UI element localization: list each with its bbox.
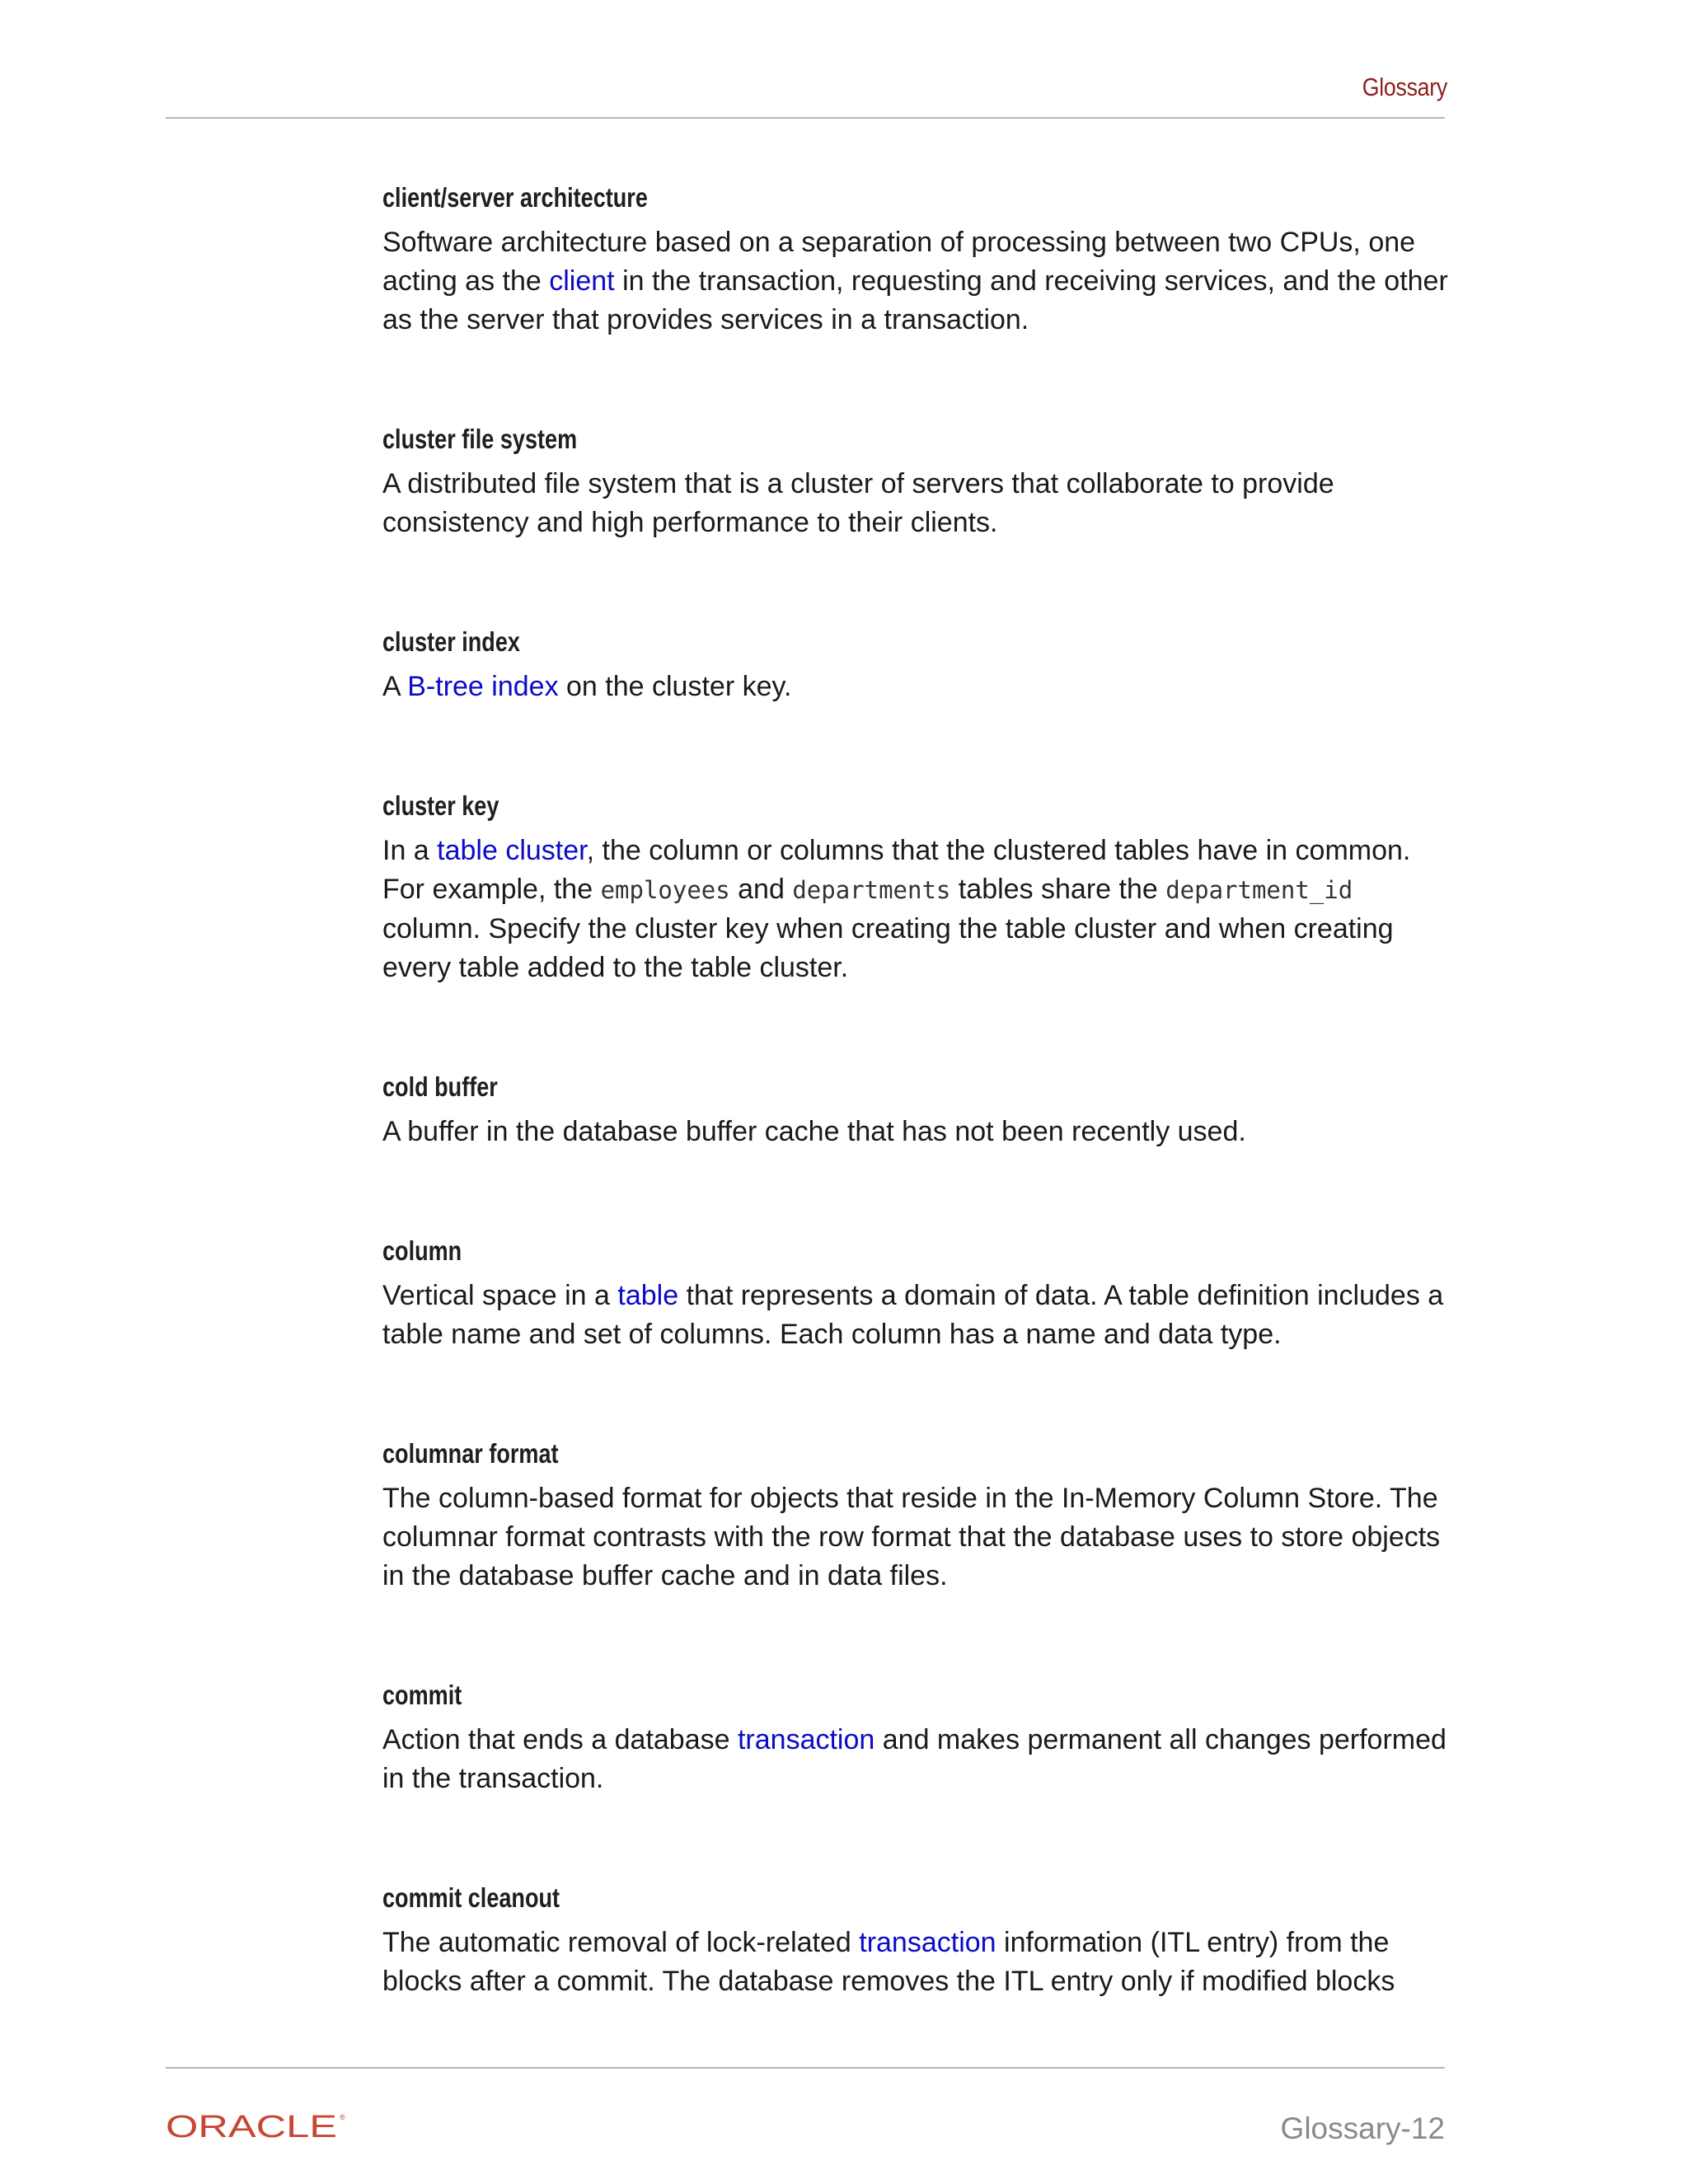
glossary-term: cluster file system: [382, 424, 578, 454]
entry-spacer: [382, 542, 1454, 621]
entry-spacer: [382, 1596, 1454, 1675]
running-header-title: Glossary: [1362, 73, 1447, 101]
definition-text: Vertical space in a: [382, 1280, 618, 1311]
glossary-entry: [382, 1066, 1454, 1151]
glossary-link[interactable]: table: [617, 1280, 679, 1311]
glossary-entry: [382, 419, 1454, 542]
definition-line: [382, 1721, 1454, 1760]
glossary-definition: [382, 465, 1454, 542]
glossary-term: commit: [382, 1680, 462, 1710]
definition-text: The column-based format for objects that reside in the In-Memory Column Store. The: [382, 1483, 1438, 1514]
definition-text: In a: [382, 835, 438, 866]
definition-line: [382, 870, 1454, 910]
definition-text: and: [729, 874, 793, 905]
entry-spacer: [382, 706, 1454, 785]
definition-text: information (ITL entry) from the: [996, 1927, 1390, 1958]
definition-line: [382, 1518, 1454, 1557]
definition-line: [382, 910, 1454, 949]
glossary-definition: [382, 223, 1454, 340]
definition-text: on the cluster key.: [558, 671, 792, 702]
definition-line: [382, 465, 1454, 504]
definition-line: [382, 1760, 1454, 1798]
definition-text: that represents a domain of data. A table definition includes a: [678, 1280, 1444, 1311]
glossary-link[interactable]: table cluster: [437, 835, 587, 866]
glossary-entry: [382, 1675, 1454, 1798]
glossary-content: [382, 177, 1454, 2001]
header-divider: [166, 117, 1445, 119]
definition-text: every table added to the table cluster.: [382, 952, 849, 983]
code-term: departments: [792, 876, 951, 904]
definition-text: columnar format contrasts with the row format that the database uses to store objects: [382, 1521, 1441, 1553]
definition-text: table name and set of columns. Each column has a name and data type.: [382, 1319, 1282, 1350]
definition-line: [382, 832, 1454, 870]
definition-text: , the column or columns that the clustered tables have in common.: [586, 835, 1411, 866]
code-term: department_id: [1165, 876, 1353, 904]
definition-text: in the database buffer cache and in data files.: [382, 1560, 948, 1591]
definition-text: Action that ends a database: [382, 1724, 738, 1755]
definition-line: [382, 668, 1454, 706]
oracle-logo: [166, 2111, 349, 2139]
glossary-entry: [382, 1230, 1454, 1354]
glossary-entry: [382, 1433, 1454, 1596]
definition-text: blocks after a commit. The database removes the ITL entry only if modified blocks: [382, 1966, 1395, 1997]
code-term: employees: [600, 876, 730, 904]
glossary-definition: [382, 1479, 1454, 1596]
definition-line: [382, 301, 1454, 340]
definition-line: [382, 1315, 1454, 1354]
definition-text: A: [382, 671, 408, 702]
page-number: Glossary-12: [1280, 2111, 1445, 2145]
definition-text: tables share the: [950, 874, 1166, 905]
glossary-definition: [382, 832, 1454, 987]
glossary-term: column: [382, 1235, 462, 1266]
definition-text: A buffer in the database buffer cache that has not been recently used.: [382, 1116, 1246, 1147]
glossary-definition: [382, 1277, 1454, 1354]
glossary-link[interactable]: B-tree index: [407, 671, 559, 702]
definition-line: [382, 262, 1454, 301]
definition-text: A distributed file system that is a cluster of servers that collaborate to provide: [382, 468, 1334, 499]
entry-spacer: [382, 1151, 1454, 1230]
definition-text: as the server that provides services in a transaction.: [382, 304, 1029, 335]
glossary-term: cluster key: [382, 790, 499, 821]
oracle-logo-wordmark: ORACLE: [166, 2111, 337, 2139]
glossary-definition: [382, 1721, 1454, 1798]
definition-text: acting as the: [382, 265, 550, 297]
definition-text: in the transaction, requesting and receiving services, and the other: [614, 265, 1448, 297]
glossary-entry: [382, 785, 1454, 987]
entry-spacer: [382, 340, 1454, 419]
definition-line: [382, 1113, 1454, 1151]
definition-line: [382, 504, 1454, 542]
definition-text: column. Specify the cluster key when creating the table cluster and when creating: [382, 913, 1394, 944]
registered-mark-icon: ®: [340, 2113, 345, 2121]
glossary-entry: [382, 177, 1454, 340]
definition-line: [382, 1557, 1454, 1596]
glossary-term: cluster index: [382, 626, 520, 657]
glossary-term: client/server architecture: [382, 182, 648, 213]
definition-line: [382, 1277, 1454, 1315]
entry-spacer: [382, 1798, 1454, 1877]
definition-text: For example, the: [382, 874, 601, 905]
glossary-term: columnar format: [382, 1438, 559, 1469]
definition-line: [382, 949, 1454, 987]
entry-spacer: [382, 987, 1454, 1066]
glossary-definition: [382, 1113, 1454, 1151]
glossary-definition: [382, 668, 1454, 706]
definition-text: The automatic removal of lock-related: [382, 1927, 860, 1958]
glossary-term: commit cleanout: [382, 1882, 560, 1913]
footer-divider: [166, 2067, 1445, 2069]
glossary-link[interactable]: transaction: [859, 1927, 996, 1958]
definition-line: [382, 1962, 1454, 2001]
glossary-link[interactable]: client: [549, 265, 615, 297]
definition-line: [382, 223, 1454, 262]
definition-line: [382, 1924, 1454, 1962]
definition-text: Software architecture based on a separation of processing between two CPUs, one: [382, 227, 1416, 258]
entry-spacer: [382, 1354, 1454, 1433]
glossary-link[interactable]: transaction: [737, 1724, 875, 1755]
glossary-entry: [382, 1877, 1454, 2001]
definition-text: consistency and high performance to their clients.: [382, 507, 998, 538]
glossary-term: cold buffer: [382, 1071, 498, 1102]
definition-text: in the transaction.: [382, 1763, 604, 1794]
definition-text: and makes permanent all changes performed: [874, 1724, 1447, 1755]
definition-line: [382, 1479, 1454, 1518]
glossary-entry: [382, 621, 1454, 706]
glossary-definition: [382, 1924, 1454, 2001]
